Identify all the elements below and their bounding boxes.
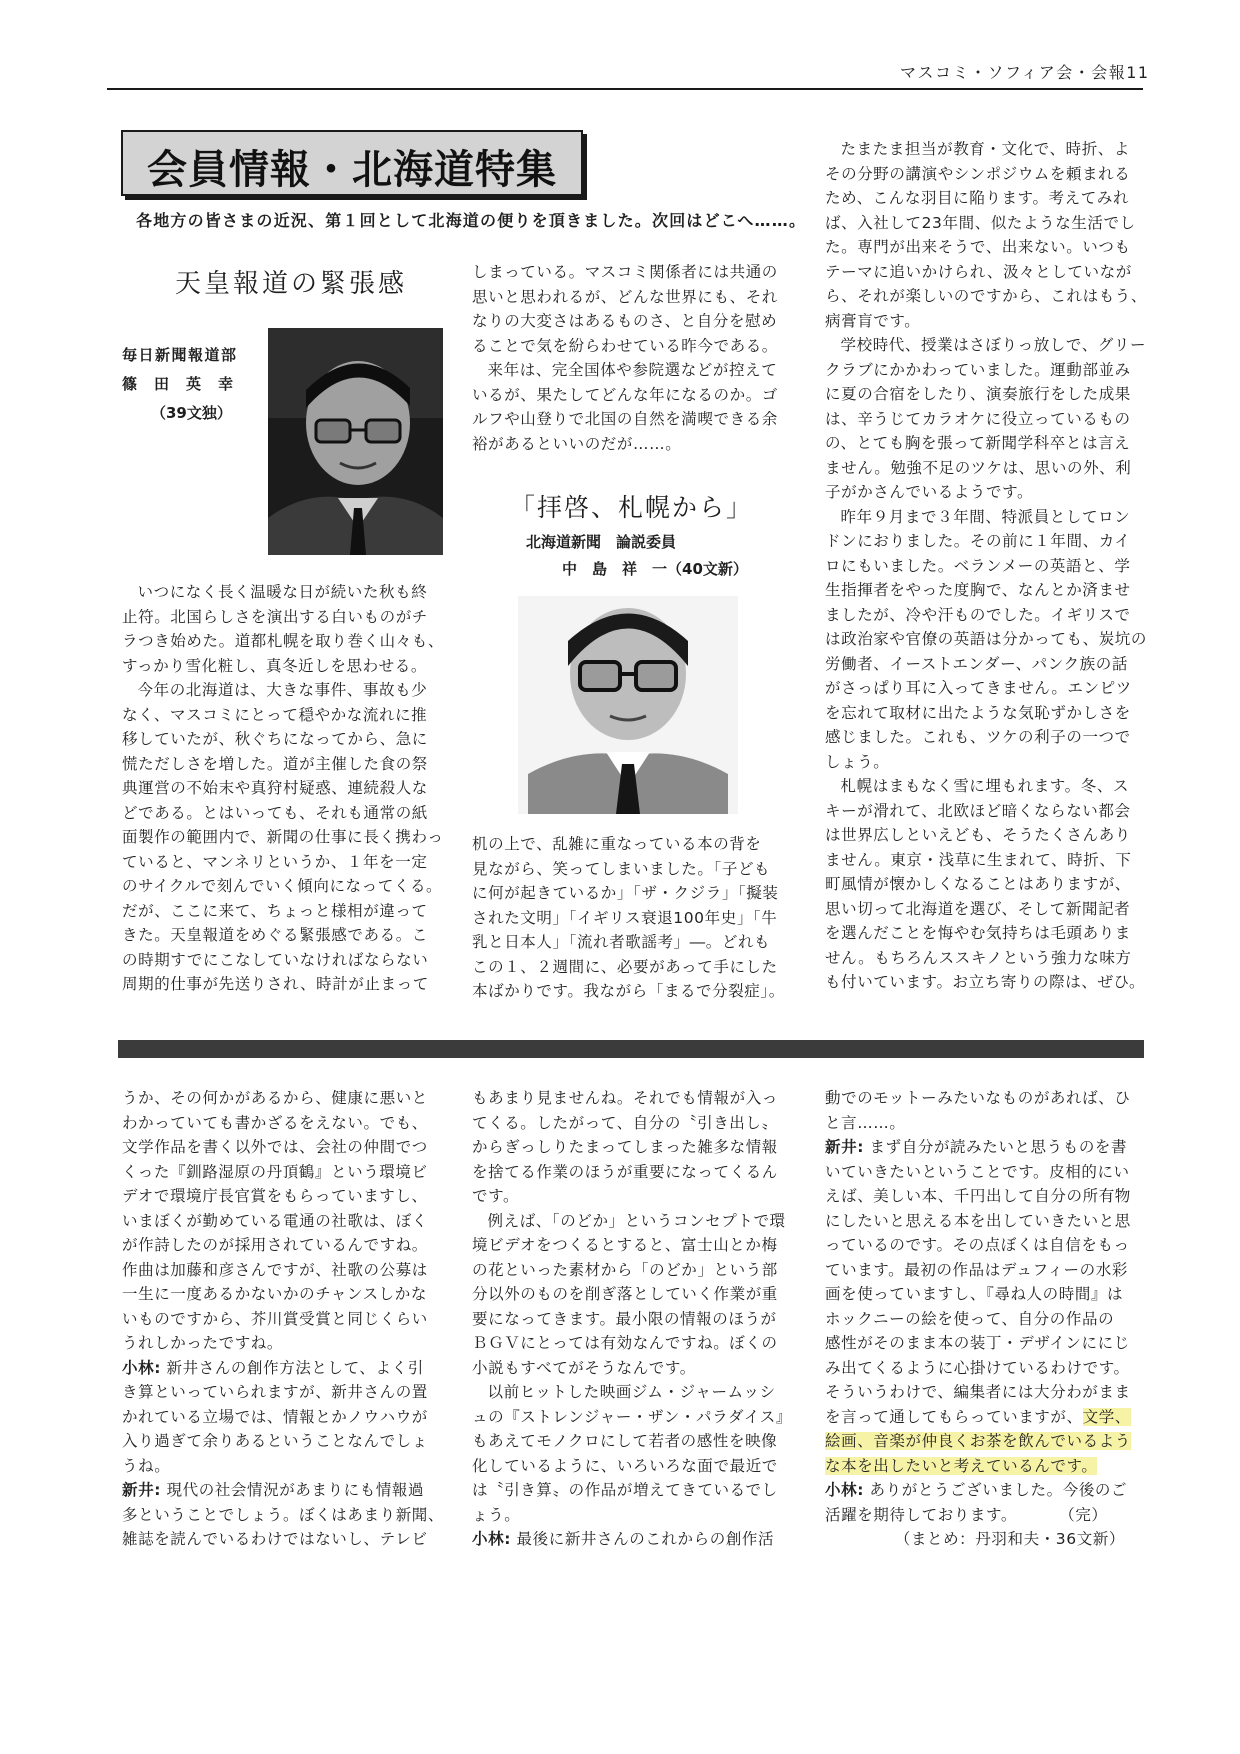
credit-line: （まとめ：丹羽和夫・36文新） [894, 1530, 1125, 1548]
article2-author: 中 島 祥 一（40文新） [562, 560, 748, 578]
article2-portrait [518, 596, 738, 814]
article1-author: 篠 田 英 幸 [122, 375, 235, 393]
article1-body-col2: しまっている。マスコミ関係者には共通の 思いと思われるが、どんな世界にも、それ なりの大変さはあるものさ、と自分を慰め ることで気を紛らわせている昨今である。 来年は、完全国体や参院選などが控えて いるが、果たしてどんな年になるのか。ゴ ルフや山登りで北国の自然を満喫できる余 裕があるといいのだが……。 [472, 263, 778, 453]
article1-title: 天皇報道の緊張感 [175, 269, 408, 299]
article2-body-col2: 机の上で、乱雑に重なっている本の背を 見ながら、笑ってしまいました。「子ども に何が起きているか」「ザ・クジラ」「擬装 された文明」「イギリス衰退100年史」「牛 乳と日本人」「流れ者歌謡考」―。どれも この１、２週間に、必要があって手にした 本ばかりです。我ながら「まるで分裂症」。 [472, 835, 785, 1000]
speaker-label: 新井: [122, 1481, 161, 1499]
portrait-man-glasses-suit-icon [518, 596, 738, 814]
speaker-label: 小林: [825, 1481, 864, 1499]
page-number: 11 [1126, 63, 1150, 82]
running-header [900, 60, 1150, 83]
speaker-label: 小林: [122, 1358, 161, 1377]
highlighted-text: 文学、 [1082, 1407, 1131, 1426]
article2-title: 「拝啓、札幌から」 [510, 493, 754, 522]
running-title: マスコミ・ソフィア会・会報 [900, 63, 1127, 82]
interview-col1: うか、その何かがあるから、健康に悪いと わかっていても書かざるをえない。でも、 文学作品を書く以外では、会社の仲間でつ くった『釧路湿原の丹頂鶴』という環境ビ デオで環境庁長官賞をもらっていますし、 いまぼくが勤めている電通の社歌は、ぼく が作詩したのが採用されているんですね。 作曲は加藤和彦さんですが、社歌の公募は 一生に一度あるかないかのチャンスしかな いものですから、芥川賞受賞と同じくらい うれしかったですね。 小林: 新井さんの創作方法として、よく引 き算といっていられますが、新井さんの置 かれている立場では、情報とかノウハウが 入り過ぎて余りあるということなんでしょ うね。 新井: 現代の社会情況があまりにも情報過 多ということでしょう。ぼくはあまり新聞、 雑誌を読んでいるわけではないし、テレビ [122, 1089, 445, 1548]
interview-col2: もあまり見ませんね。それでも情報が入っ てくる。したがって、自分の〝引き出し〟 からぎっしりたまってしまった雑多な情報 を捨てる作業のほうが重要になってくるん です。 例えば、「のどか」というコンセプトで環 境ビデオをつくるとすると、富士山とか梅 の花といった素材から「のどか」という部 分以外のものを削ぎ落としていく作業が重 要になってきます。最小限の情報のほうが ＢＧＶにとっては有効なんですね。ぼくの 小説もすべてがそうなんです。 以前ヒットした映画ジム・ジャームッシ ュの『ストレンジャー・ザン・パラダイス』 もあえてモノクロにして若者の感性を映像 化しているように、いろいろな面で最近で は〝引き算〟の作品が増えてきているでし ょう。 小林: 最後に新井さんのこれからの創作活 [472, 1089, 792, 1548]
section-divider-band [118, 1040, 1144, 1058]
highlighted-text: 絵画、音楽が仲良くお茶を飲んでいるよう [825, 1432, 1131, 1450]
article1-body-col1: いつになく長く温暖な日が続いた秋も終 止符。北国らしさを演出する白いものがチ ラつき始めた。道都札幌を取り巻く山々も、 すっかり雪化粧し、真冬近しを思わせる。 今年の北海道は、大きな事件、事故も少 なく、マスコミにとって穏やかな流れに推 移していたが、秋ぐちになってから、急に 慌ただしさを増した。道が主催した食の祭 典運営の不始末や真狩村疑惑、連続殺人な どである。とはいっても、それも通常の紙 面製作の範囲内で、新聞の仕事に長く携わっ ていると、マンネリというか、１年を一定 のサイクルで刻んでいく傾向になってくる。 だが、ここに来て、ちょっと様相が違って きた。天皇報道をめぐる緊張感である。こ の時期すでにこなしていなければならない 周期的仕事が先送りされ、時計が止まって [122, 583, 445, 993]
speaker-label: 小林: [472, 1530, 511, 1548]
speaker-label: 新井: [825, 1138, 864, 1156]
article1-affiliation: 毎日新聞報道部 [122, 346, 238, 364]
interview-col3: 動でのモットーみたいなものがあれば、ひ と言……。 新井: まず自分が読みたいと思うものを書 いていきたいということです。皮相的にい えば、美しい本、千円出して自分の所有物 にしたいと思える本を出していきたいと思 っているのです。その点ぼくは自信をもっ ています。最初の作品はデュフィーの水彩 画を使っていますし、『尋ね人の時間』は ホックニーの絵を使って、自分の作品の 感性がそのまま本の装丁・デザインににじ み出てくるように心掛けているわけです。 そういうわけで、編集者には大分わがまま を言って通してもらっていますが、文学、 絵画、音楽が仲良くお茶を飲んでいるよう な本を出したいと考えているんです。 小林: ありがとうございました。今後のご 活躍を期待しております。 （完） （まとめ：丹羽和夫・36文新） [825, 1086, 1155, 1552]
article2-body-col3: たまたま担当が教育・文化で、時折、よ その分野の講演やシンポジウムを頼まれる ため、こんな羽目に陥ります。考えてみれ ば、入社して23年間、似たような生活でし た。専門が出来そうで、出来ない。いつも テーマに追いかけられ、汲々としていなが ら、それが楽しいのですから、これはもう、 病膏肓です。 学校時代、授業はさぼりっ放しで、グリー クラブにかかわっていました。運動部並み に夏の合宿をしたり、演奏旅行をした成果 は、辛うじてカラオケに役立っているもの の、とても胸を張って新聞学科卒とは言え ません。勉強不足のツケは、思いの外、利 子がかさんでいるようです。 昨年９月まで３年間、特派員としてロン ドンにおりました。その前に１年間、カイ ロにもいました。ベランメーの英語と、学 生指揮者をやった度胸で、なんとか済ませ ましたが、冷や汗ものでした。イギリスで は政治家や官僚の英語は分かっても、炭坑の 労働者、イーストエンダー、パンク族の話 がさっぱり耳に入ってきません。エンピツ を忘れて取材に出たような気恥ずかしさを 感じました。これも、ツケの利子の一つで しょう。 札幌はまもなく雪に埋もれます。冬、ス キーが滑れて、北欧ほど暗くならない都会 は世界広しといえども、そうたくさんあり ません。東京・浅草に生まれて、時折、下 町風情が懐かしくなることはありますが、 思い切って北海道を選び、そして新聞記者 を選んだことを悔やむ気持ちは毛頭ありま せん。もちろんススキノという強力な味方 も付いています。お立ち寄りの際は、ぜひ。 [825, 140, 1148, 991]
article2-affiliation: 北海道新聞 論説委員 [526, 533, 677, 551]
portrait-man-glasses-icon [268, 328, 443, 555]
highlighted-text: な本を出したいと考えているんです。 [825, 1456, 1098, 1475]
article1-portrait [268, 328, 443, 555]
feature-title-box [121, 130, 583, 196]
end-mark: （完） [1066, 1505, 1108, 1524]
header-rule [107, 88, 1143, 90]
feature-lead: 各地方の皆さまの近況、第１回として北海道の便りを頂きました。次回はどこへ……。 [136, 211, 807, 230]
article1-class-year: （39文独） [151, 404, 232, 422]
feature-title: 会員情報・北海道特集 [147, 147, 557, 193]
